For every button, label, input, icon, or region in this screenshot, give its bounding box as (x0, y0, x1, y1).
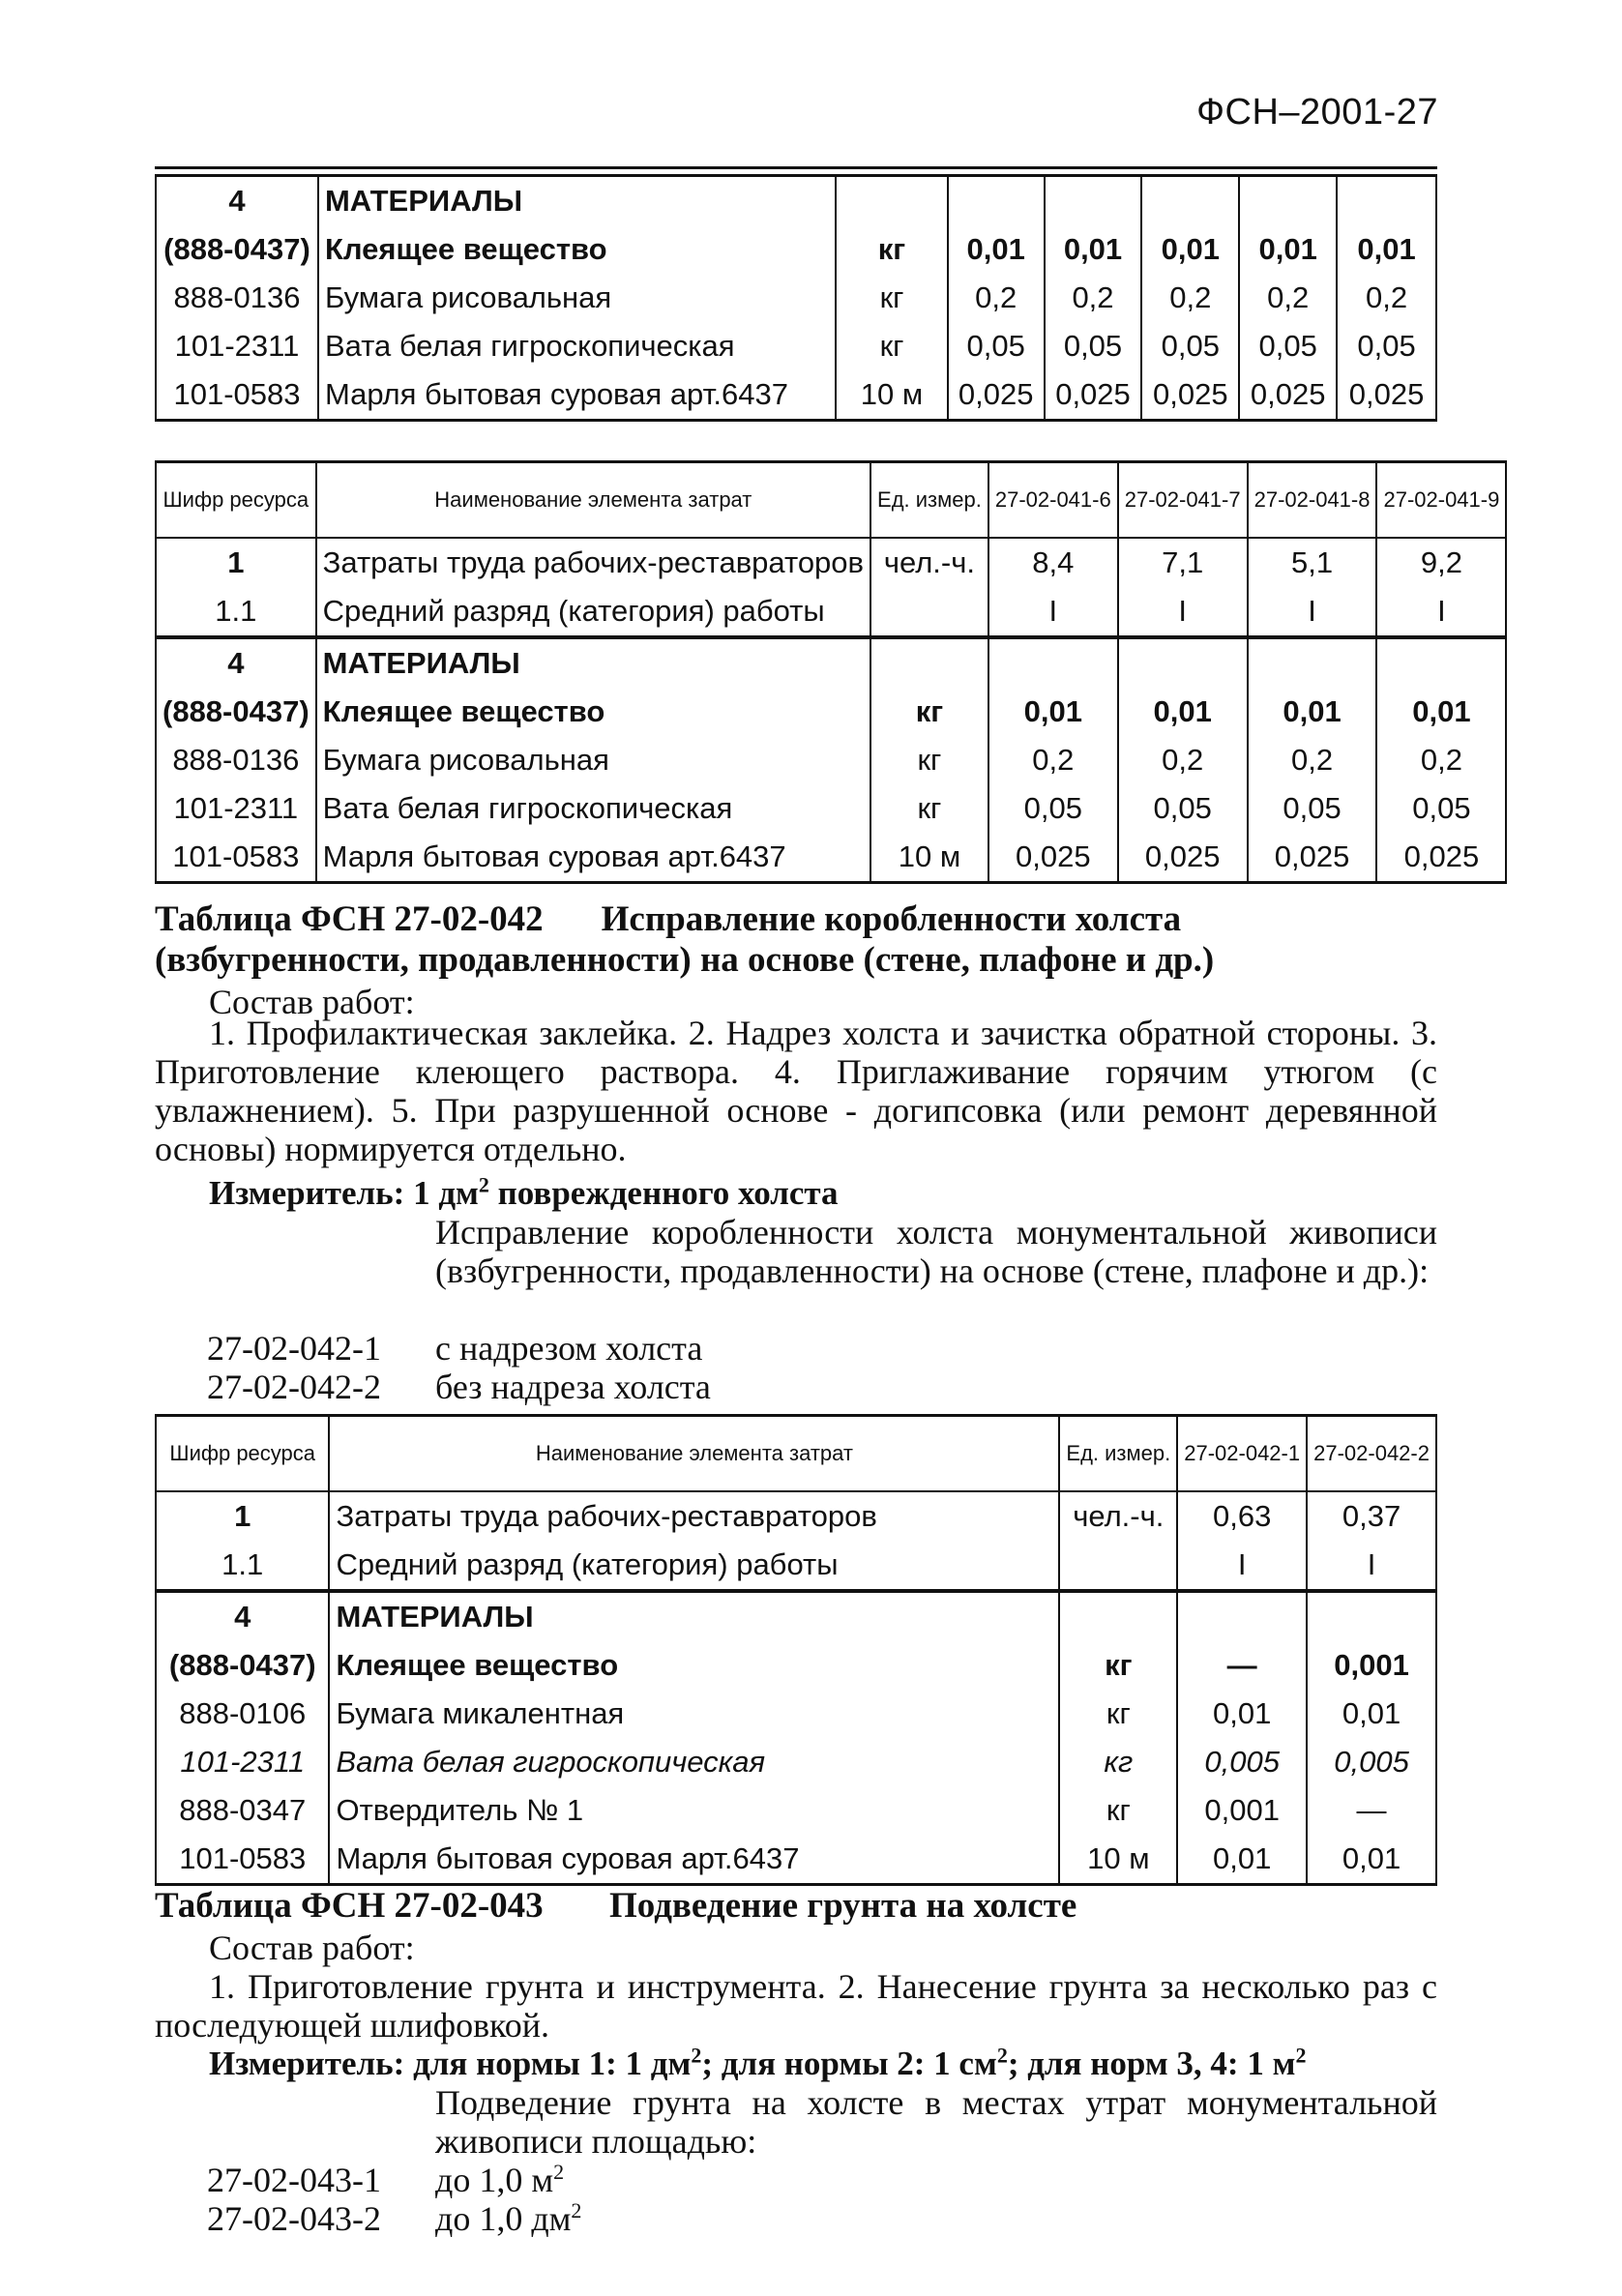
cell-value: 0,2 (1376, 736, 1506, 784)
cell-unit (870, 637, 988, 688)
cell-value: 0,05 (1239, 322, 1337, 370)
cell-value: 0,05 (1337, 322, 1436, 370)
cell-code: 888-0136 (156, 274, 318, 322)
table-row (156, 1786, 1436, 1835)
page-code: ФСН–2001-27 (1196, 92, 1438, 132)
cell-unit: кг (836, 322, 947, 370)
cell-value (1239, 176, 1337, 226)
cell-code: 4 (156, 637, 316, 688)
cell-value: 0,05 (1376, 784, 1506, 833)
cell-name: Вата белая гигроскопическая (329, 1738, 1059, 1786)
cell-value: 0,01 (1177, 1835, 1307, 1885)
table-row (156, 225, 1436, 274)
cell-value: 0,01 (1118, 688, 1248, 736)
table-header-row (156, 462, 1506, 539)
cell-unit (870, 587, 988, 637)
cell-value (1337, 176, 1436, 226)
cell-value: 0,001 (1177, 1786, 1307, 1835)
cell-unit: кг (870, 736, 988, 784)
cell-code: 888-0347 (156, 1786, 329, 1835)
composition-text: 1. Профилактическая заклейка. 2. Надрез холста и зачистка обратной стороны. 3. Приготовление клеющего раствора. 4. Приглаживание горячим утюгом (с увлажнением). 5. При разрушенной основе - догипсовка (или ремонт деревянной основы) нормируется отдельно. (155, 1014, 1437, 1168)
cell-value: 0,01 (1177, 1690, 1307, 1738)
cell-unit (836, 176, 947, 226)
table-row (156, 176, 1436, 226)
header-rule (155, 166, 1437, 169)
cell-name: Клеящее вещество (316, 688, 870, 736)
cell-name: Клеящее вещество (318, 225, 836, 274)
header-code: Шифр ресурса (156, 1416, 329, 1492)
cell-code: (888-0437) (156, 688, 316, 736)
table-row (156, 1641, 1436, 1690)
cell-value: 0,05 (1141, 322, 1239, 370)
norm-text: до 1,0 м (435, 2161, 554, 2199)
cell-value: 9,2 (1376, 538, 1506, 587)
cell-unit: кг (1059, 1786, 1177, 1835)
cell-code: 1.1 (156, 587, 316, 637)
cell-code: 101-2311 (156, 784, 316, 833)
cell-value: 0,2 (948, 274, 1045, 322)
cell-name: МАТЕРИАЛЫ (318, 176, 836, 226)
cell-value: 0,2 (1118, 736, 1248, 784)
cell-unit: кг (836, 225, 947, 274)
table-title: Подведение грунта на холсте (609, 1886, 1077, 1926)
cell-value: 0,025 (1045, 370, 1142, 421)
meter-suffix: поврежденного холста (488, 1174, 839, 1212)
cell-value: 0,05 (1045, 322, 1142, 370)
table-row (156, 784, 1506, 833)
table-row (156, 587, 1506, 637)
cell-code: 101-0583 (156, 1835, 329, 1885)
cell-value: 0,01 (988, 688, 1118, 736)
composition-label: Состав работ: (209, 983, 415, 1021)
table-row (156, 274, 1436, 322)
cell-value: 5,1 (1248, 538, 1377, 587)
norm-code: 27-02-043-2 (207, 2199, 381, 2238)
description-042: Исправление коробленности холста монументальной живописи (взбугренности, продавленности) на основе (стене, плафоне и др.): (435, 1213, 1437, 1290)
cell-value: 0,2 (1239, 274, 1337, 322)
cell-unit: 10 м (1059, 1835, 1177, 1885)
cell-unit: кг (1059, 1690, 1177, 1738)
cell-name: Бумага рисовальная (316, 736, 870, 784)
cell-value: 0,005 (1177, 1738, 1307, 1786)
cell-value (948, 176, 1045, 226)
cell-value (1177, 1591, 1307, 1641)
cell-name: Клеящее вещество (329, 1641, 1059, 1690)
cell-value: 0,01 (1307, 1835, 1436, 1885)
cell-value: 0,025 (1141, 370, 1239, 421)
meter-sup: 2 (478, 1172, 489, 1197)
table-row (156, 688, 1506, 736)
cell-value: 0,005 (1307, 1738, 1436, 1786)
cell-value: 0,05 (1248, 784, 1377, 833)
table-row (156, 833, 1506, 883)
cell-value: 0,01 (1045, 225, 1142, 274)
cell-value: 0,01 (1248, 688, 1377, 736)
cell-value: 0,01 (1141, 225, 1239, 274)
table-row (156, 637, 1506, 688)
cell-value (1307, 1591, 1436, 1641)
cell-value: 0,2 (1248, 736, 1377, 784)
table-title: Исправление коробленности холста (взбугренности, продавленности) на основе (стене, плафоне и др.) (155, 899, 1215, 980)
cell-value: 0,05 (988, 784, 1118, 833)
header-col: 27-02-041-7 (1118, 462, 1248, 539)
cell-value: 0,025 (1239, 370, 1337, 421)
table-041 (155, 460, 1507, 884)
meter-043 (209, 2045, 1306, 2083)
cell-value: 0,2 (988, 736, 1118, 784)
cell-value: 0,01 (1239, 225, 1337, 274)
cell-name: Бумага рисовальная (318, 274, 836, 322)
table-row (156, 370, 1436, 421)
cell-code: 101-2311 (156, 1738, 329, 1786)
cell-value: 7,1 (1118, 538, 1248, 587)
norm-sup: 2 (553, 2160, 565, 2184)
item-row (207, 2199, 581, 2238)
cell-value (1045, 176, 1142, 226)
cell-unit: 10 м (836, 370, 947, 421)
norm-code: 27-02-042-2 (207, 1368, 381, 1406)
table-number: Таблица ФСН 27-02-043 (155, 1886, 544, 1926)
cell-unit (1059, 1591, 1177, 1641)
table-row (156, 1541, 1436, 1591)
table-row (156, 1591, 1436, 1641)
cell-value: I (988, 587, 1118, 637)
norm-text: до 1,0 дм (435, 2199, 572, 2238)
norm-code: 27-02-042-1 (207, 1329, 381, 1368)
cell-value: 0,025 (1118, 833, 1248, 883)
cell-name: Марля бытовая суровая арт.6437 (318, 370, 836, 421)
cell-value: 8,4 (988, 538, 1118, 587)
header-unit: Ед. измер. (1059, 1416, 1177, 1492)
description-043: Подведение грунта на холсте в местах утрат монументальной живописи площадью: (435, 2083, 1437, 2161)
table-row (156, 1835, 1436, 1885)
cell-name: МАТЕРИАЛЫ (316, 637, 870, 688)
cell-code: 1.1 (156, 1541, 329, 1591)
norm-text: без надреза холста (435, 1368, 711, 1406)
cell-value (1118, 637, 1248, 688)
cell-unit: кг (1059, 1738, 1177, 1786)
cell-value: 0,37 (1307, 1491, 1436, 1541)
cell-value (1141, 176, 1239, 226)
header-col: 27-02-042-1 (1177, 1416, 1307, 1492)
header-code: Шифр ресурса (156, 462, 316, 539)
cell-unit: 10 м (870, 833, 988, 883)
cell-unit: кг (836, 274, 947, 322)
cell-value: 0,01 (1376, 688, 1506, 736)
table-row (156, 1491, 1436, 1541)
cell-name: Вата белая гигроскопическая (316, 784, 870, 833)
header-col: 27-02-042-2 (1307, 1416, 1436, 1492)
meter-text: Измеритель: 1 дм (209, 1174, 479, 1212)
section-title-043 (155, 1886, 1437, 1927)
table-number: Таблица ФСН 27-02-042 (155, 899, 544, 939)
meter-text: ; для нормы 2: 1 см (701, 2045, 997, 2082)
meter-sup: 2 (996, 2043, 1008, 2068)
cell-unit (1059, 1541, 1177, 1591)
cell-code: 4 (156, 176, 318, 226)
item-row (207, 1329, 702, 1368)
meter-sup: 2 (1295, 2043, 1307, 2068)
norm-sup: 2 (571, 2198, 582, 2222)
cell-value: 0,01 (948, 225, 1045, 274)
meter-042 (209, 1174, 839, 1213)
table-row (156, 1738, 1436, 1786)
cell-value: I (1177, 1541, 1307, 1591)
cell-code: 888-0136 (156, 736, 316, 784)
header-col: 27-02-041-6 (988, 462, 1118, 539)
cell-value: 0,025 (988, 833, 1118, 883)
table-042 (155, 1414, 1437, 1886)
meter-text: ; для норм 3, 4: 1 м (1007, 2045, 1296, 2082)
table-row (156, 736, 1506, 784)
table-continuation (155, 174, 1437, 422)
cell-value: — (1307, 1786, 1436, 1835)
header-col: 27-02-041-8 (1248, 462, 1377, 539)
cell-unit: чел.-ч. (1059, 1491, 1177, 1541)
table-row (156, 538, 1506, 587)
item-row (207, 1368, 711, 1406)
cell-value: 0,025 (1376, 833, 1506, 883)
cell-name: Вата белая гигроскопическая (318, 322, 836, 370)
cell-code: 1 (156, 1491, 329, 1541)
section-title-042 (155, 899, 1437, 981)
table-row (156, 322, 1436, 370)
cell-value: 0,05 (1118, 784, 1248, 833)
cell-code: 101-0583 (156, 370, 318, 421)
meter-text: Измеритель: для нормы 1: 1 дм (209, 2045, 692, 2082)
cell-code: (888-0437) (156, 225, 318, 274)
composition-label: Состав работ: (209, 1928, 415, 1967)
cell-name: Марля бытовая суровая арт.6437 (316, 833, 870, 883)
header-name: Наименование элемента затрат (316, 462, 870, 539)
cell-value: — (1177, 1641, 1307, 1690)
cell-code: 4 (156, 1591, 329, 1641)
cell-value: 0,05 (948, 322, 1045, 370)
table-header-row (156, 1416, 1436, 1492)
cell-name: Затраты труда рабочих-реставраторов (329, 1491, 1059, 1541)
cell-unit: кг (1059, 1641, 1177, 1690)
norm-text: с надрезом холста (435, 1329, 703, 1368)
cell-value: 0,025 (948, 370, 1045, 421)
cell-name: Бумага микалентная (329, 1690, 1059, 1738)
cell-name: Средний разряд (категория) работы (329, 1541, 1059, 1591)
cell-code: 101-2311 (156, 322, 318, 370)
item-row (207, 2161, 564, 2199)
cell-value: 0,01 (1307, 1690, 1436, 1738)
cell-name: МАТЕРИАЛЫ (329, 1591, 1059, 1641)
cell-unit: кг (870, 784, 988, 833)
cell-name: Затраты труда рабочих-реставраторов (316, 538, 870, 587)
cell-value: I (1376, 587, 1506, 637)
cell-code: 888-0106 (156, 1690, 329, 1738)
cell-name: Средний разряд (категория) работы (316, 587, 870, 637)
cell-value: I (1248, 587, 1377, 637)
cell-unit: чел.-ч. (870, 538, 988, 587)
cell-unit: кг (870, 688, 988, 736)
cell-code: 1 (156, 538, 316, 587)
cell-value: 0,63 (1177, 1491, 1307, 1541)
cell-value (988, 637, 1118, 688)
cell-value: I (1307, 1541, 1436, 1591)
meter-sup: 2 (691, 2043, 702, 2068)
header-unit: Ед. измер. (870, 462, 988, 539)
cell-value: 0,2 (1045, 274, 1142, 322)
cell-value (1376, 637, 1506, 688)
cell-code: (888-0437) (156, 1641, 329, 1690)
cell-value: 0,025 (1248, 833, 1377, 883)
cell-value: 0,001 (1307, 1641, 1436, 1690)
cell-value: 0,01 (1337, 225, 1436, 274)
cell-value (1248, 637, 1377, 688)
composition-text: 1. Приготовление грунта и инструмента. 2. Нанесение грунта за несколько раз с последующей шлифовкой. (155, 1967, 1437, 2045)
cell-name: Марля бытовая суровая арт.6437 (329, 1835, 1059, 1885)
norm-code: 27-02-043-1 (207, 2161, 381, 2199)
cell-value: I (1118, 587, 1248, 637)
cell-value: 0,025 (1337, 370, 1436, 421)
cell-code: 101-0583 (156, 833, 316, 883)
cell-name: Отвердитель № 1 (329, 1786, 1059, 1835)
table-row (156, 1690, 1436, 1738)
cell-value: 0,2 (1337, 274, 1436, 322)
header-name: Наименование элемента затрат (329, 1416, 1059, 1492)
cell-value: 0,2 (1141, 274, 1239, 322)
header-col: 27-02-041-9 (1376, 462, 1506, 539)
